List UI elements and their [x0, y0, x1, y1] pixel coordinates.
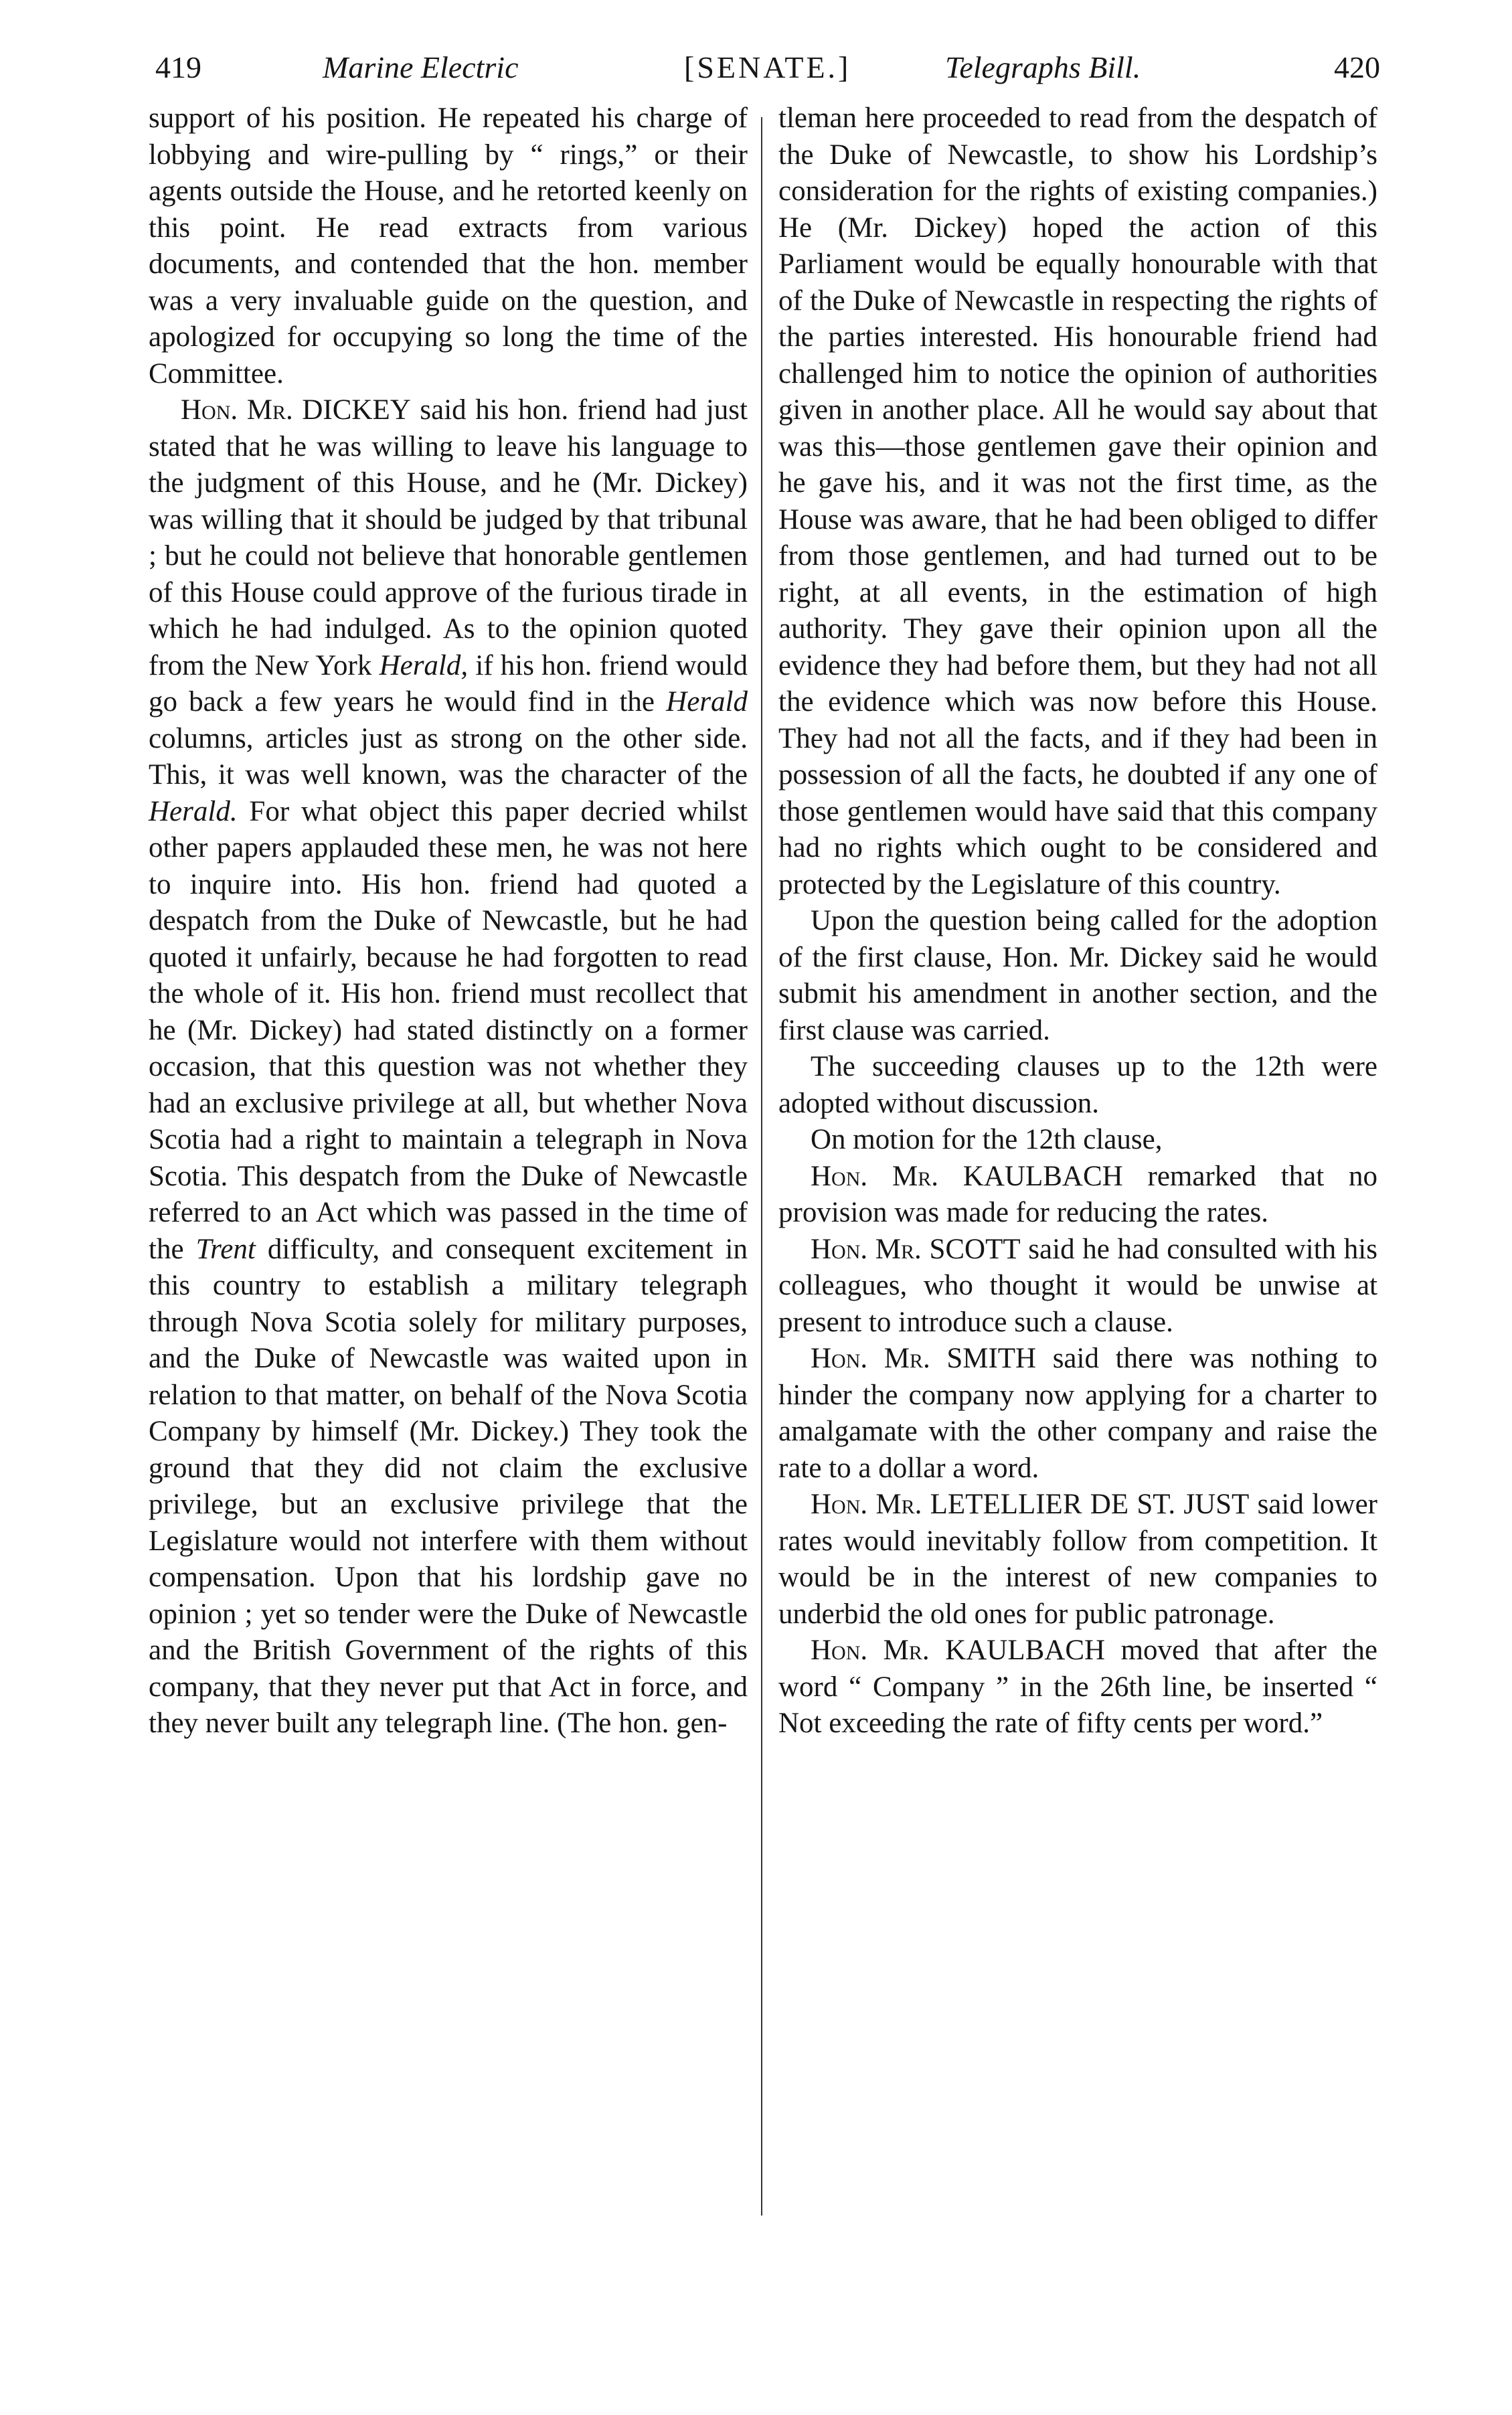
italic-herald: Herald,: [379, 649, 469, 681]
paragraph-letellier: [778, 1487, 1377, 1633]
page-number-right: 420: [1334, 50, 1380, 84]
speaker-name: Hon. Mr. LETELLIER DE ST. JUST: [811, 1489, 1250, 1520]
text-run: said he had consulted with his colleagues, who thought it would be unwise at present to introduce such a clause.: [778, 1233, 1377, 1338]
speaker-name: Hon. Mr. SCOTT: [811, 1233, 1021, 1265]
header-title-right: Telegraphs Bill.: [945, 50, 1141, 84]
speaker-name: Hon. Mr. KAULBACH: [811, 1160, 1123, 1192]
italic-trent: Trent: [195, 1233, 256, 1265]
paragraph: Upon the question being called for the adoption of the first clause, Hon. Mr. Dickey said he would submit his amendment in another section, and the first clause was carried.: [778, 905, 1377, 1046]
right-column: [778, 100, 1377, 1742]
paragraph-kaulbach: [778, 1159, 1377, 1232]
text-run: said there was nothing to hinder the company now applying for a charter to amalgamate with the other company and raise the rate to a dollar a word.: [778, 1343, 1377, 1484]
text-run: moved that after the word “ Company ” in the 26th line, be inserted “ Not exceeding the rate of fifty cents per word.”: [778, 1635, 1377, 1739]
text-run: remarked that no provision was made for reducing the rates.: [778, 1160, 1377, 1228]
running-header: [155, 37, 1380, 98]
text-run: For what object this paper decried whilst other papers applauded these men, he was not here to inquire into. His hon. friend had quoted a despatch from the Duke of Newcastle, but he had quoted it unfairly, because he had forgotten to read the whole of it. His hon. friend must recollect that he (Mr. Dickey) had stated distinctly on a former occasion, that this question was not whether they had an exclusive privilege at all, but whether Nova Scotia had a right to maintain a telegraph in Nova Scotia. This despatch from the Duke of Newcastle referred to an Act which was passed in the time of the: [149, 795, 748, 1265]
italic-herald: Herald.: [149, 795, 238, 827]
header-title-left: Marine Electric: [323, 50, 519, 84]
header-chamber: [SENATE.]: [684, 50, 851, 84]
paragraph: On motion for the 12th clause,: [811, 1124, 1163, 1155]
text-run: if his hon. friend would go back a few years he would find in the: [149, 649, 748, 718]
column-divider: [761, 117, 762, 2216]
paragraph: tleman here proceeded to read from the despatch of the Duke of Newcastle, to show his Lordship’s consideration for the rights of existing companies.) He (Mr. Dickey) hoped the action of this Parliament would be equally honourable with that of the Duke of Newcastle in respecting the rights of the parties interested. His honourable friend had challenged him to notice the opinion of authorities given in another place. All he would say about that was this—those gentlemen gave their opinion and he gave his, and it was not the first time, as the House was aware, that he had been obliged to differ from those gentlemen, and had turned out to be right, at all events, in the estimation of high authority. They gave their opinion upon all the evidence they had before them, but they had not all the evidence which was now before this House. They had not all the facts, and if they had been in possession of all the facts, he doubted if any one of those gentlemen would have said that this company had no rights which ought to be considered and protected by the Legislature of this country.: [778, 102, 1377, 900]
text-run: said lower rates would inevitably follow from competition. It would be in the interest of new companies to underbid the old ones for public patronage.: [778, 1489, 1377, 1630]
paragraph-dickey: [149, 392, 748, 1742]
left-column: [149, 100, 748, 1742]
text-run: said his hon. friend had just stated that he was willing to leave his language to the judgment of this House, and he (Mr. Dickey) was willing that it should be judged by that tribunal ; but he could not believe that honorable gentlemen of this House could approve of the furious tirade in which he had indulged. As to the opinion quoted from the New York: [149, 394, 748, 681]
paragraph: support of his position. He repeated his charge of lobbying and wire-pulling by “ rings,” or their agents outside the House, and he retorted keenly on this point. He read extracts from various documents, and contended that the hon. member was a very invaluable guide on the question, and apologized for occupying so long the time of the Committee.: [149, 102, 748, 390]
paragraph: The succeeding clauses up to the 12th were adopted without discussion.: [778, 1051, 1377, 1119]
paragraph-smith: [778, 1341, 1377, 1487]
speaker-name: Hon. Mr. DICKEY: [181, 394, 411, 426]
italic-herald: Herald: [666, 686, 748, 718]
page-number-left: 419: [155, 50, 201, 84]
speaker-name: Hon. Mr. KAULBACH: [811, 1635, 1106, 1666]
text-run: columns, articles just as strong on the other side. This, it was well known, was the character of the: [149, 722, 748, 790]
speaker-name: Hon. Mr. SMITH: [811, 1343, 1037, 1374]
paragraph-scott: [778, 1232, 1377, 1341]
paragraph-kaulbach-motion: [778, 1633, 1377, 1742]
text-run: difficulty, and consequent excitement in this country to establish a military telegraph through Nova Scotia solely for military purposes, and the Duke of Newcastle was waited upon in relation to that matter, on behalf of the Nova Scotia Company by himself (Mr. Dickey.) They took the ground that they did not claim the exclusive privilege, but an exclusive privilege that the Legislature would not interfere with them without compensation. Upon that his lordship gave no opinion ; yet so tender were the Duke of Newcastle and the British Government of the rights of this company, that they never put that Act in force, and they never built any telegraph line. (The hon. gen-: [149, 1233, 748, 1739]
